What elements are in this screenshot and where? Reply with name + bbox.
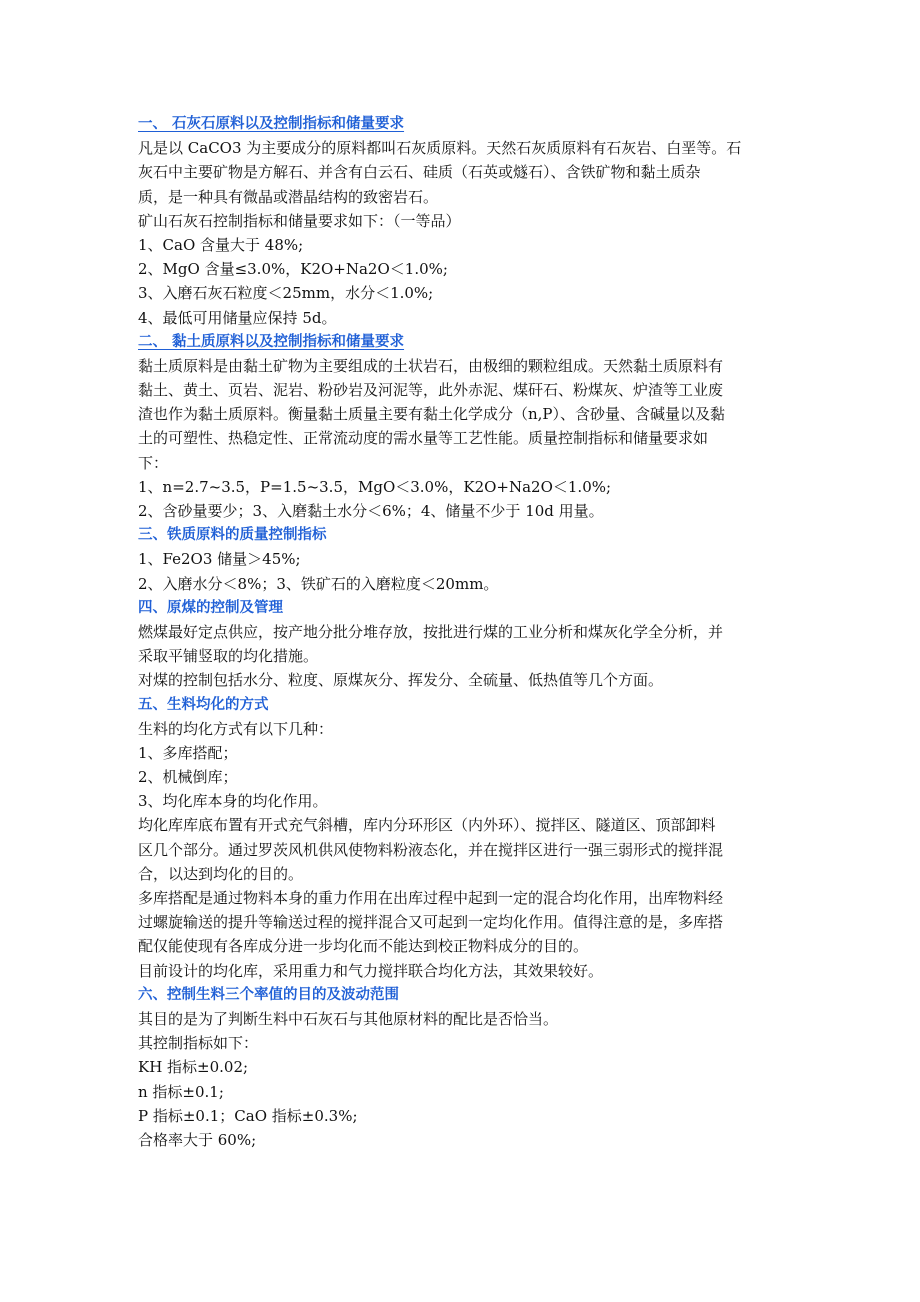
section-heading: 五、生料均化的方式 — [138, 696, 269, 713]
text-line: 均化库库底布置有开式充气斜槽，库内分环形区（内外环）、搅拌区、隧道区、顶部卸料 — [138, 816, 716, 835]
text-line: 3、均化库本身的均化作用。 — [138, 792, 328, 811]
text-line: 生料的均化方式有以下几种： — [138, 719, 334, 738]
text-line: 配仅能使现有各库成分进一步均化而不能达到校正物料成分的目的。 — [138, 937, 589, 956]
text-line: 4、最低可用储量应保持 5d。 — [138, 308, 337, 327]
text-line: 合，以达到均化的目的。 — [138, 864, 304, 883]
text-line: 其控制指标如下： — [138, 1034, 259, 1053]
text-line: 2、含砂量要少；3、入磨黏土水分＜6%；4、储量不少于 10d 用量。 — [138, 502, 604, 520]
text-line: 下： — [138, 453, 169, 472]
text-line: 1、n=2.7~3.5，P=1.5~3.5，MgO＜3.0%，K2O+Na2O＜1.0%; — [138, 477, 612, 496]
text-line: 1、多库搭配； — [138, 743, 238, 762]
section-heading: 六、控制生料三个率值的目的及波动范围 — [138, 986, 399, 1003]
text-line: 合格率大于 60%; — [138, 1130, 257, 1149]
text-line: 灰石中主要矿物是方解石、并含有白云石、硅质（石英或燧石）、含铁矿物和黏土质杂 — [138, 163, 701, 182]
section-heading: 二、 黏土质原料以及控制指标和储量要求 — [138, 333, 405, 350]
text-line: 过螺旋输送的提升等输送过程的搅拌混合又可起到一定均化作用。值得注意的是，多库搭 — [138, 913, 724, 932]
section-heading: 四、原煤的控制及管理 — [138, 599, 283, 616]
text-line: 对煤的控制包括水分、粒度、原煤灰分、挥发分、全硫量、低热值等几个方面。 — [138, 671, 664, 690]
text-line: 凡是以 CaCO3 为主要成分的原料都叫石灰质原料。天然石灰质原料有石灰岩、白垩等。石 — [138, 139, 742, 158]
text-line: 黏土质原料是由黏土矿物为主要组成的土状岩石，由极细的颗粒组成。天然黏土质原料有 — [138, 356, 724, 375]
text-line: 质，是一种具有微晶或潜晶结构的致密岩石。 — [138, 187, 439, 206]
text-line: 黏土、黄土、页岩、泥岩、粉砂岩及河泥等，此外赤泥、煤矸石、粉煤灰、炉渣等工业废 — [138, 381, 724, 400]
text-line: 3、入磨石灰石粒度＜25mm，水分＜1.0%; — [138, 284, 434, 303]
text-line: 燃煤最好定点供应，按产地分批分堆存放，按批进行煤的工业分析和煤灰化学全分析，并 — [138, 622, 724, 641]
text-line: 区几个部分。通过罗茨风机供风使物料粉液态化，并在搅拌区进行一强三弱形式的搅拌混 — [138, 840, 724, 859]
text-line: 采取平铺竖取的均化措施。 — [138, 647, 319, 666]
document-body — [138, 112, 788, 1152]
text-line: 1、CaO 含量大于 48%; — [138, 235, 304, 254]
text-line: 其目的是为了判断生料中石灰石与其他原材料的配比是否恰当。 — [138, 1009, 559, 1028]
text-line: 目前设计的均化库，采用重力和气力搅拌联合均化方法，其效果较好。 — [138, 961, 604, 980]
text-line: 多库搭配是通过物料本身的重力作用在出库过程中起到一定的混合均化作用，出库物料经 — [138, 889, 724, 907]
text-line: 2、MgO 含量≤3.0%，K2O+Na2O＜1.0%; — [138, 260, 448, 279]
text-line: 1、Fe2O3 储量＞45%; — [138, 550, 301, 569]
section-heading: 一、 石灰石原料以及控制指标和储量要求 — [138, 116, 405, 132]
text-line: 矿山石灰石控制指标和储量要求如下：（一等品） — [138, 211, 461, 230]
text-line: KH 指标±0.02; — [138, 1058, 249, 1077]
text-line: 渣也作为黏土质原料。衡量黏土质量主要有黏土化学成分（n,P）、含砂量、含碱量以及黏 — [138, 405, 726, 424]
text-line: 2、入磨水分＜8%；3、铁矿石的入磨粒度＜20mm。 — [138, 574, 499, 593]
text-line: 2、机械倒库； — [138, 768, 238, 787]
text-line: n 指标±0.1; — [138, 1082, 224, 1101]
text-line: 土的可塑性、热稳定性、正常流动度的需水量等工艺性能。质量控制指标和储量要求如 — [138, 429, 709, 448]
text-line: P 指标±0.1；CaO 指标±0.3%; — [138, 1106, 358, 1125]
section-heading: 三、铁质原料的质量控制指标 — [138, 527, 327, 544]
